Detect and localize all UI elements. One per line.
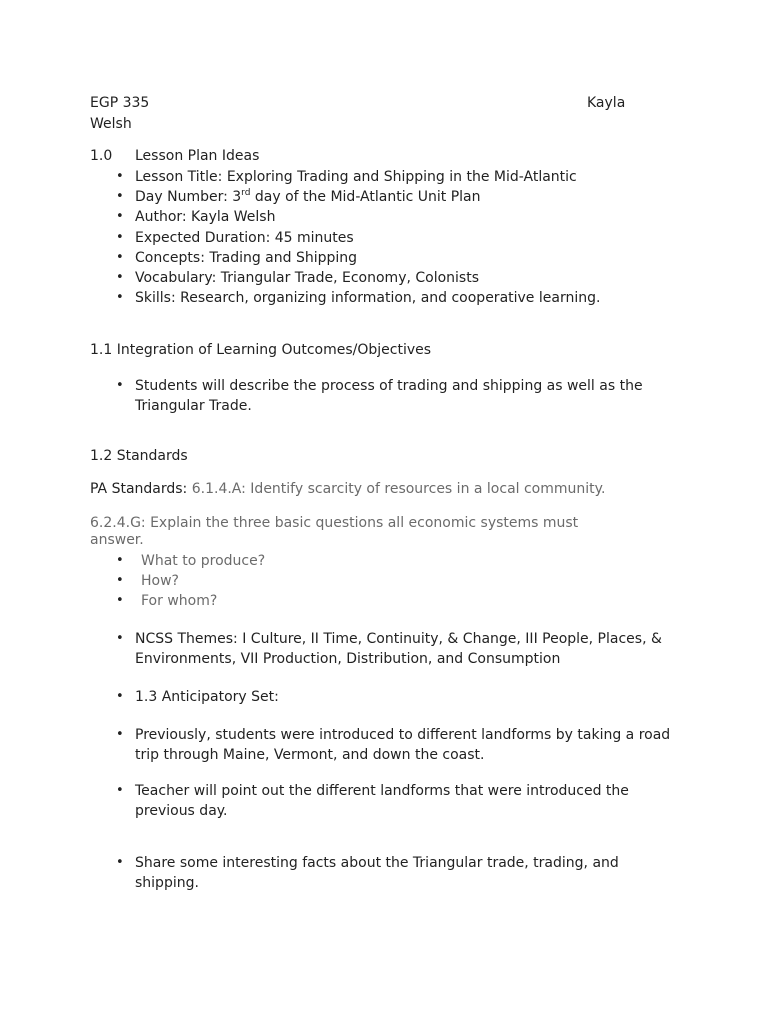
bullet: • (116, 189, 124, 204)
list-item: NCSS Themes: I Culture, II Time, Continuity, & Change, III People, Places, & Environments, VII Production, Distribution, and Consumption (135, 631, 662, 667)
bullet: • (116, 250, 124, 265)
list-item (135, 187, 480, 207)
pa-standards-label: PA Standards: (90, 481, 192, 497)
section-title: Lesson Plan Ideas (135, 148, 260, 164)
bullet: • (116, 270, 124, 285)
pa-standards-line (90, 480, 605, 498)
bullet: • (116, 631, 124, 646)
list-item: Skills: Research, organizing information, and cooperative learning. (135, 290, 601, 306)
list-item: What to produce? (141, 553, 266, 569)
section-heading: 1.2 Standards (90, 448, 188, 464)
bullet: • (116, 689, 124, 704)
list-item: Concepts: Trading and Shipping (135, 250, 358, 266)
list-item: For whom? (141, 593, 218, 609)
bullet: • (116, 169, 124, 184)
pa-standards-text: 6.1.4.A: Identify scarcity of resources in a local community. (191, 481, 606, 497)
list-item: Previously, students were introduced to different landforms by taking a road trip through Maine, Vermont, and down the coast. (135, 727, 671, 763)
bullet: • (116, 855, 124, 870)
day-number-rest: day of the Mid-Atlantic Unit Plan (250, 189, 481, 205)
list-item: Author: Kayla Welsh (135, 209, 276, 225)
course-code: EGP 335 (90, 95, 150, 111)
list-item: How? (141, 573, 179, 589)
section-number: 1.0 (90, 148, 113, 164)
list-item: Expected Duration: 45 minutes (135, 230, 354, 246)
day-number-text: Day Number: 3 (135, 189, 242, 205)
day-number-superscript: rd (241, 188, 251, 198)
bullet: • (116, 593, 124, 608)
bullet: • (116, 230, 124, 245)
bullet: • (116, 573, 124, 588)
bullet: • (116, 783, 124, 798)
author-last-name: Welsh (90, 116, 132, 132)
bullet: • (116, 378, 124, 393)
author-first-name: Kayla (587, 95, 626, 111)
list-item: Lesson Title: Exploring Trading and Shipping in the Mid-Atlantic (135, 169, 577, 185)
bullet: • (116, 209, 124, 224)
section-heading: 1.1 Integration of Learning Outcomes/Objectives (90, 342, 432, 358)
bullet: • (116, 290, 124, 305)
bullet: • (116, 553, 124, 568)
list-item: Students will describe the process of trading and shipping as well as the Triangular Trade. (135, 378, 643, 414)
list-item: 1.3 Anticipatory Set: (135, 689, 279, 705)
list-item: Vocabulary: Triangular Trade, Economy, Colonists (135, 270, 480, 286)
bullet: • (116, 727, 124, 742)
standard-6-2-4-g: 6.2.4.G: Explain the three basic questions all economic systems must answer. (90, 515, 579, 548)
list-item: Teacher will point out the different landforms that were introduced the previous day. (135, 783, 629, 819)
list-item: Share some interesting facts about the Triangular trade, trading, and shipping. (135, 855, 619, 891)
